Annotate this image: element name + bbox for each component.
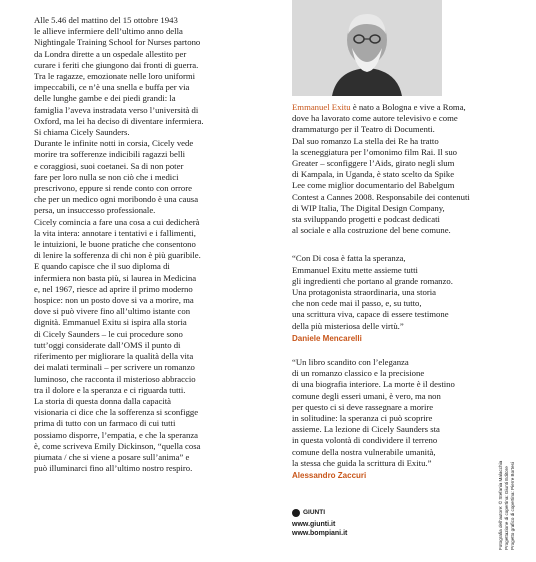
synopsis-line: dei malati terminali – per scrivere un romanzo	[34, 362, 195, 373]
synopsis-line: Cicely comincia a fare una cosa a cui dedicherà	[34, 216, 200, 227]
publisher-block	[292, 508, 347, 538]
synopsis-line: Alle 5.46 del mattino del 15 ottobre 1943	[34, 15, 178, 25]
synopsis-line: prima di tutto con un farmaco di cui tutti	[34, 418, 176, 429]
synopsis-line: hospice: non un posto dove si va a morire, ma	[34, 295, 194, 306]
synopsis-line: Durante le infinite notti in corsia, Cicely vede	[34, 138, 194, 149]
synopsis-line: di lenire la sofferenza di chi non è più guaribile.	[34, 250, 201, 261]
quote-line: assieme. La lezione di Cicely Saunders sta	[292, 424, 440, 435]
review-quote	[292, 357, 492, 481]
quote-line: “Con Di cosa è fatta la speranza,	[292, 253, 406, 264]
quote-line: Una protagonista straordinaria, una storia	[292, 287, 437, 298]
synopsis-line: Si chiama Cicely Saunders.	[34, 127, 130, 138]
synopsis-line: prescrivono, eppure si rende conto con orrore	[34, 183, 193, 194]
author-bio	[292, 102, 492, 236]
bio-line: la sceneggiatura per l’omonimo film Rai. Il suo	[292, 146, 458, 157]
quote-line: della più misteriosa delle virtù.”	[292, 320, 404, 331]
synopsis-line: può illuminarci fino all’ultimo nostro respiro.	[34, 463, 193, 474]
quote-line: in questa volontà di condividere il terreno	[292, 435, 438, 446]
bio-line: Lee come miglior documentario del Babelgum	[292, 180, 455, 191]
quote-line: una scrittura viva, capace di essere testimone	[292, 309, 449, 320]
bio-line: sta sviluppando progetti e podcast dedicati	[292, 214, 440, 225]
synopsis-line: che per un medico ogni moribondo è una causa	[34, 194, 199, 205]
synopsis-line: piumata / che si viene a posare sull’anima” e	[34, 451, 190, 462]
publisher-logo-icon	[292, 509, 300, 517]
bio-line: al sociale e alla costruzione del bene comune.	[292, 225, 451, 236]
quote-line: di una biografia interiore. La morte è il destino	[292, 379, 455, 390]
quote-line: che non cede mai il passo, e, su tutto,	[292, 298, 422, 309]
synopsis-line: morire tra sofferenze indicibili ragazzi belli	[34, 149, 186, 160]
synopsis-line: Nightingale Training School for Nurses partono	[34, 37, 201, 48]
credits-text	[498, 461, 516, 550]
quote-attribution: Alessandro Zaccuri	[292, 471, 367, 481]
publisher-website[interactable]: www.giunti.it	[292, 521, 336, 528]
synopsis-line: tutt’oggi considerate dall’OMS il punto di	[34, 339, 181, 350]
bio-line	[292, 102, 492, 113]
synopsis-line: è, come scriveva Emily Dickinson, “quella cosa	[34, 440, 201, 451]
synopsis-line: le intuizioni, le buone pratiche che consentono	[34, 239, 196, 250]
author-portrait-image	[292, 0, 442, 96]
synopsis-line: famiglia l’aveva instradata verso l’università di	[34, 104, 199, 115]
cover-credits	[498, 300, 516, 550]
author-column	[292, 102, 492, 481]
synopsis-line: visionaria ci dice che la sofferenza si sconfigge	[34, 407, 199, 418]
bio-line: di WIP Italia, The Digital Design Company,	[292, 202, 445, 213]
synopsis-line: dignità. Emmanuel Exitu si ispira alla storia	[34, 317, 187, 328]
quote-line: la stessa che guida la scrittura di Exitu.”	[292, 457, 432, 468]
synopsis-line: impeccabili, ce n’è una snella e buffa per via	[34, 82, 190, 93]
credits-line: Progettazione di copertina: Giunti Editore	[504, 466, 509, 550]
credits-line: Fotografia dell’autore: © Stefania Malacchia	[498, 460, 503, 550]
synopsis-line: delle lunghe gambe e dei piedi grandi: la	[34, 93, 176, 104]
bio-line: Contest a Cannes 2008. Responsabile dei contenuti	[292, 191, 470, 202]
synopsis-line: fare per loro nulla se non ciò che i medici	[34, 171, 179, 182]
synopsis-line: persa, un insuccesso professionale.	[34, 205, 156, 216]
synopsis-line: curare i feriti che giungono dai fronti di guerra.	[34, 59, 199, 70]
review-quote	[292, 253, 492, 344]
synopsis-line: tra il dolore e la speranza e ci riguarda tutti.	[34, 384, 186, 395]
synopsis-line: luminoso, che racconta il misterioso abbraccio	[34, 373, 196, 384]
quote-line: comune della nostra vulnerabile umanità,	[292, 446, 436, 457]
synopsis-line: le allieve infermiere dell’ultimo anno della	[34, 26, 183, 37]
bio-line: dove ha lavorato come autore televisivo e come	[292, 113, 458, 124]
synopsis-line: E quando capisce che il suo diploma di	[34, 261, 170, 272]
bio-line-text: è nato a Bologna e vive a Roma,	[350, 102, 466, 112]
synopsis-line: di Cicely Saunders – le cui procedure sono	[34, 328, 183, 339]
quote-line: comune degli esseri umani, è vero, ma non	[292, 390, 441, 401]
quote-line: per questo ci si deve rassegnare a morire	[292, 401, 434, 412]
bio-line: di Kampala, in Uganda, è stato scelto da Spike	[292, 169, 455, 180]
synopsis-line: Tra le ragazze, emozionate nelle loro uniformi	[34, 71, 196, 82]
author-photo	[292, 0, 442, 96]
quote-line: “Un libro scandito con l’eleganza	[292, 357, 409, 368]
synopsis-line: La storia di questa donna dalla capacità	[34, 395, 172, 406]
author-name: Emmanuel Exitu	[292, 102, 351, 112]
bio-line: drammaturgo per il Teatro di Documenti.	[292, 124, 435, 135]
quote-line: in solitudine: la speranza ci può scoprire	[292, 413, 433, 424]
quote-line: gli ingredienti che portano al grande romanzo.	[292, 275, 453, 286]
bio-line: Greater – sconfiggere l’Aids, girato negli slum	[292, 158, 455, 169]
synopsis-line: e coraggiosi, suoi coetanei. Sa di non poter	[34, 160, 184, 171]
bio-line: Dal suo romanzo La stella dei Re ha tratto	[292, 135, 439, 146]
quote-line: di un romanzo classico e la precisione	[292, 368, 425, 379]
quote-line: Emmanuel Exitu mette assieme tutti	[292, 264, 418, 275]
synopsis-line: infermiera non basta più, si laurea in Medicina	[34, 272, 197, 283]
credits-line: Progetto grafico di copertina: Pierre Bortesi	[510, 462, 515, 550]
synopsis-line: possiamo disporre, l’empatia, e che la speranza	[34, 429, 199, 440]
synopsis-line: riferimento per migliorare la qualità della vita	[34, 351, 194, 362]
quote-attribution: Daniele Mencarelli	[292, 333, 362, 343]
synopsis-line: e, nel 1967, riesce ad aprire il primo moderno	[34, 283, 193, 294]
synopsis-line: da Londra dirette a un ospedale allestito per	[34, 48, 187, 59]
synopsis-text	[34, 15, 270, 474]
synopsis-line: Oxford, ma lei ha deciso di diventare infermiera.	[34, 115, 204, 126]
publisher-logo-text: GIUNTI	[303, 509, 326, 516]
publisher-logo	[292, 508, 347, 517]
synopsis-line: dove si può vivere fino all’ultimo istante con	[34, 306, 191, 317]
publisher-website[interactable]: www.bompiani.it	[292, 530, 348, 537]
synopsis-line: la vita intera: annotare i tentativi e i fallimenti,	[34, 227, 196, 238]
